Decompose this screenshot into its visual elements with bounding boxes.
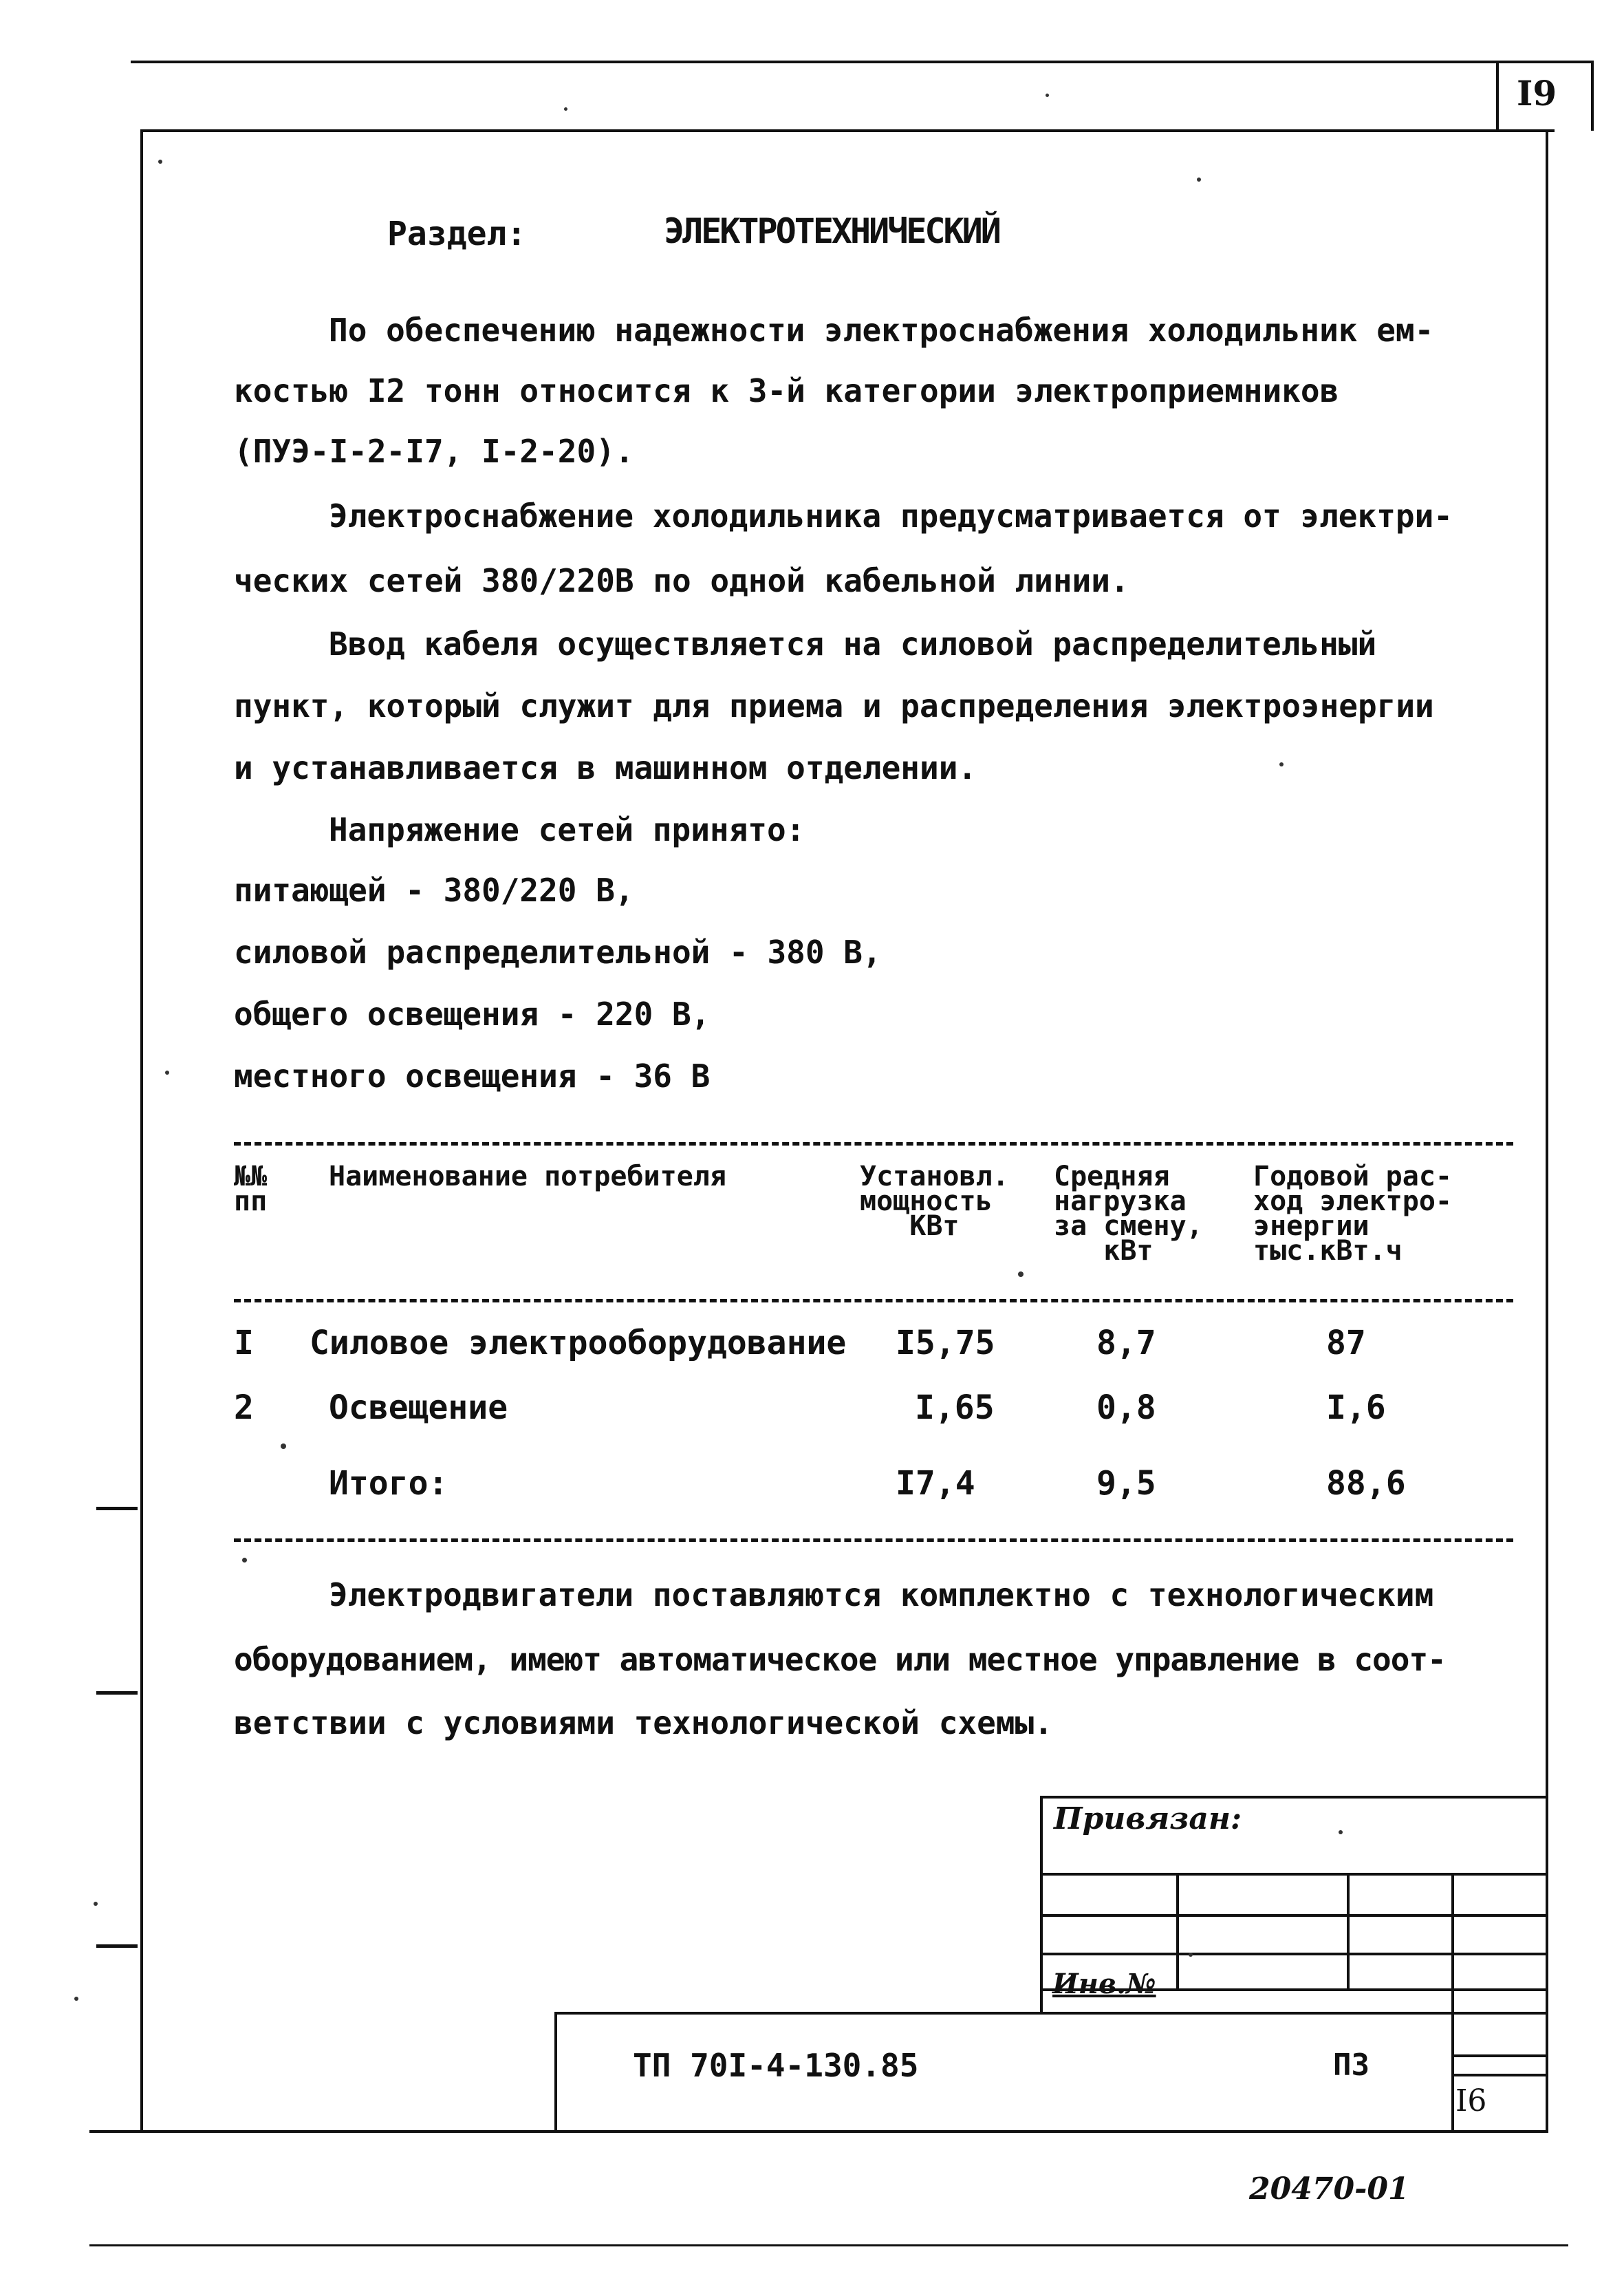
document-type: ПЗ [1333, 2048, 1369, 2083]
footer-line: оборудованием, имеют автоматическое или местное управление в соот- [234, 1641, 1446, 1678]
body-line: Ввод кабеля осуществляется на силовой распределительный [329, 625, 1377, 663]
frame-bottom-line [89, 2130, 1548, 2133]
stamp-row-line [1040, 1953, 1546, 1955]
col-header-annual: Годовой рас- ход электро- энергии тыс.кВт.ч [1253, 1161, 1452, 1267]
body-line: костью I2 тонн относится к 3-й категории электроприемников [234, 372, 1339, 409]
scan-speck [74, 1997, 78, 2001]
document-code: ТП 70I-4-130.85 [633, 2047, 919, 2084]
body-line: Напряжение сетей принято: [329, 811, 805, 848]
table-total-annual: 88,6 [1326, 1464, 1406, 1503]
scan-speck [1197, 178, 1201, 182]
frame-left-line [140, 129, 143, 2132]
stamp-left-line [1040, 1796, 1043, 2012]
table-total-installed: I7,4 [896, 1464, 975, 1503]
body-line: Электроснабжение холодильника предусматривается от электри- [329, 497, 1453, 535]
table-total-average: 9,5 [1096, 1464, 1156, 1503]
binding-tick [96, 1507, 138, 1510]
scan-speck [1018, 1271, 1024, 1277]
footer-line: ветствии с условиями технологической схемы. [234, 1704, 1053, 1741]
table-cell-installed: I5,75 [896, 1324, 995, 1362]
scan-speck [564, 107, 567, 111]
titleblock-left-line [554, 2012, 557, 2132]
table-cell-average: 0,8 [1096, 1388, 1156, 1427]
privyazan-label: Привязан: [1054, 1801, 1242, 1836]
titleblock-top-line [554, 2012, 1546, 2015]
section-label: Раздел: [387, 215, 527, 253]
stamp-row-line [1040, 1873, 1546, 1876]
section-title: ЭЛЕКТРОТЕХНИЧЕСКИЙ [664, 211, 999, 251]
stamp-row-line [1040, 1914, 1546, 1917]
table-cell-name: Освещение [329, 1388, 508, 1427]
sheet-box-line [1451, 2074, 1546, 2076]
scan-speck [1046, 94, 1049, 97]
stamp-top-line [1040, 1796, 1546, 1799]
stamp-col-line [1451, 1873, 1454, 2130]
table-top-rule [234, 1142, 1513, 1146]
scan-speck [158, 160, 162, 164]
frame-right-line [1546, 129, 1548, 2132]
table-cell-name: Силовое электрооборудование [310, 1324, 847, 1362]
body-line: силовой распределительной - 380 В, [234, 934, 882, 971]
table-cell-installed: I,65 [915, 1388, 995, 1427]
inv-no-label: Инв.№ [1052, 1968, 1156, 2000]
top-outer-line [131, 61, 1593, 63]
stamp-col-line [1347, 1873, 1350, 1990]
scan-speck [1339, 1830, 1343, 1834]
body-line: пункт, который служит для приема и распределения электроэнергии [234, 687, 1434, 724]
col-header-installed: Установл. мощность КВт [860, 1161, 1009, 1242]
footer-line: Электродвигатели поставляются комплектно с технологическим [329, 1576, 1434, 1613]
sheet-number: I6 [1455, 2083, 1487, 2118]
table-cell-num: 2 [234, 1388, 254, 1427]
table-cell-num: I [234, 1324, 254, 1362]
table-header-rule [234, 1299, 1513, 1302]
body-line: общего освещения - 220 В, [234, 996, 711, 1033]
table-total-label: Итого: [329, 1464, 448, 1503]
table-cell-average: 8,7 [1096, 1324, 1156, 1362]
table-cell-annual: 87 [1326, 1324, 1366, 1362]
scan-speck [94, 1902, 98, 1906]
body-line: местного освещения - 36 В [234, 1058, 711, 1095]
body-line: ческих сетей 380/220В по одной кабельной линии. [234, 562, 1129, 599]
table-cell-annual: I,6 [1326, 1388, 1386, 1427]
scan-speck [1189, 1953, 1193, 1957]
table-bottom-rule [234, 1538, 1513, 1542]
body-line: питающей - 380/220 В, [234, 872, 634, 909]
scan-speck [1279, 762, 1284, 766]
frame-top-line [141, 129, 1555, 132]
body-line: и устанавливается в машинном отделении. [234, 749, 977, 786]
page-number-box-right [1591, 61, 1594, 131]
handwritten-archive-number: 20470-01 [1249, 2171, 1409, 2207]
sheet-box-line [1451, 2054, 1546, 2057]
col-header-name: Наименование потребителя [329, 1161, 726, 1192]
body-line: (ПУЭ-I-2-I7, I-2-20). [234, 433, 634, 470]
stamp-col-line [1176, 1873, 1179, 1990]
col-header-average: Средняя нагрузка за смену, кВт [1054, 1161, 1203, 1267]
scan-speck [242, 1558, 247, 1563]
bottom-outer-line [89, 2244, 1568, 2246]
body-line: По обеспечению надежности электроснабжения холодильник ем- [329, 312, 1434, 349]
page-number: I9 [1517, 73, 1557, 114]
col-header-num: №№ пп [234, 1161, 268, 1217]
binding-tick [96, 1944, 138, 1948]
scan-speck [165, 1071, 169, 1075]
scan-speck [281, 1443, 286, 1449]
binding-tick [96, 1691, 138, 1695]
page-number-box-left [1496, 61, 1499, 131]
